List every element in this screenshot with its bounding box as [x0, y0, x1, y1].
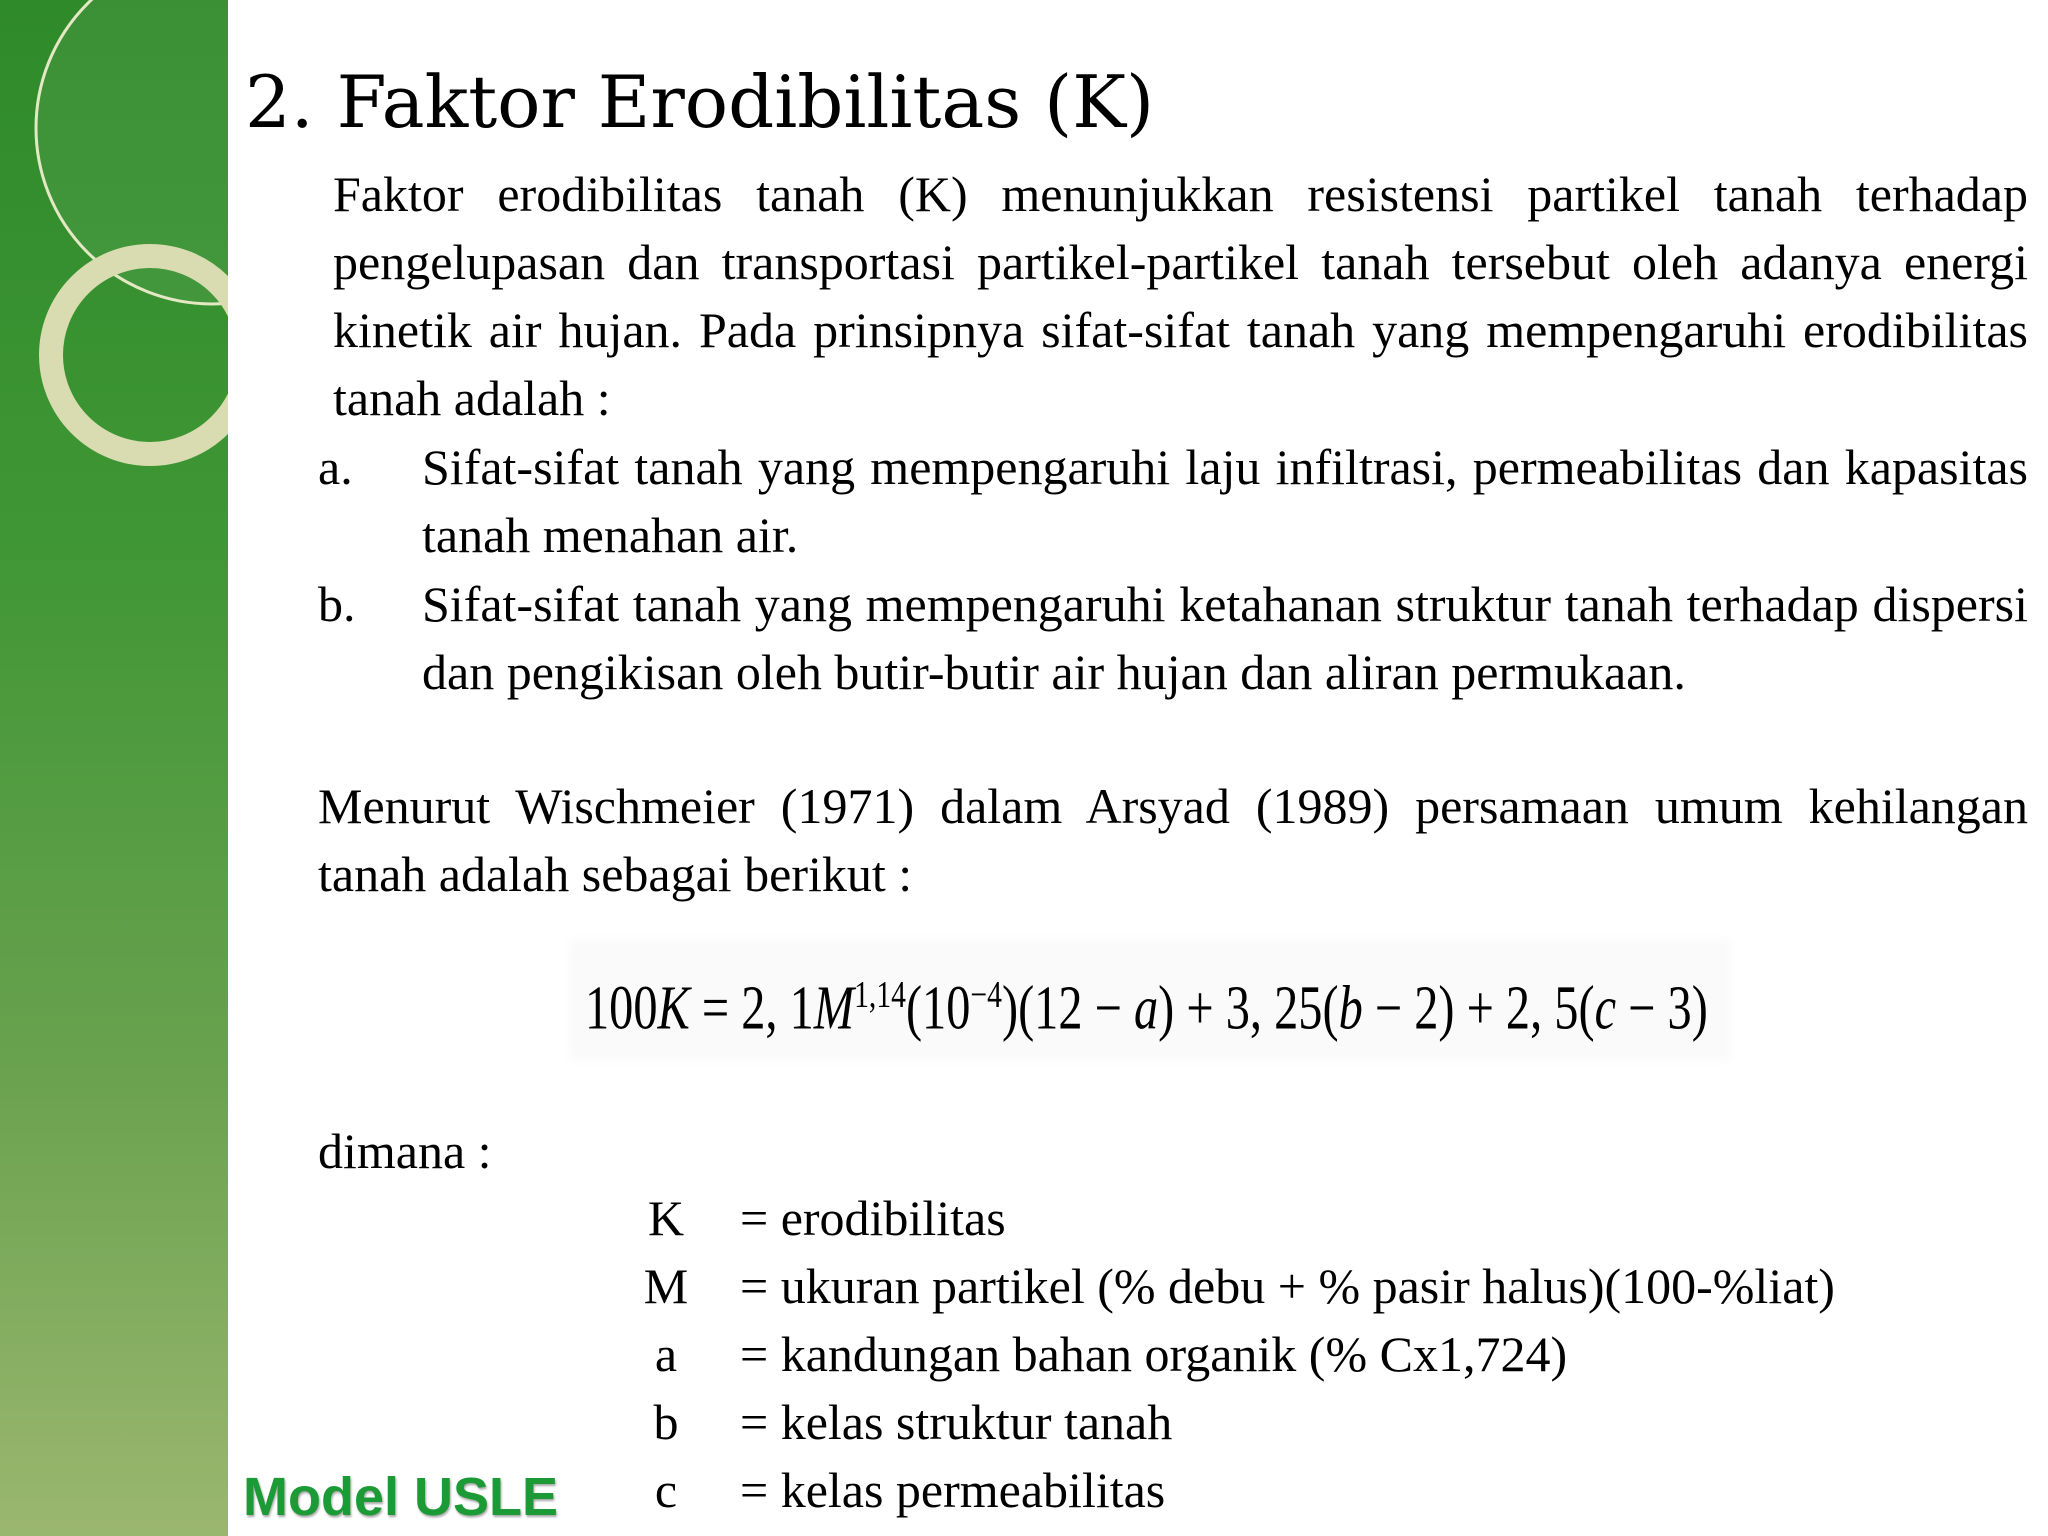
- list-item-text: Sifat-sifat tanah yang mempengaruhi ketahanan struktur tanah terhadap dispersi dan pengikisan oleh butir-butir air hujan dan aliran permukaan.: [422, 576, 2028, 700]
- equation-part: − 3): [1616, 974, 1708, 1043]
- equation-var-m: M: [813, 974, 855, 1043]
- footer-label: Model USLE: [243, 1467, 559, 1527]
- equation-exponent-ten: −4: [970, 974, 1002, 1016]
- equation-exponent-m: 1,14: [854, 974, 906, 1016]
- list-item-text: Sifat-sifat tanah yang mempengaruhi laju infiltrasi, permeabilitas dan kapasitas tanah menahan air.: [422, 439, 2028, 563]
- equation-var-a: a: [1133, 974, 1159, 1043]
- list-marker: b.: [318, 576, 356, 632]
- slide-title: 2. Faktor Erodibilitas (K): [245, 60, 1155, 144]
- equation-part: ) + 3, 25(: [1158, 974, 1339, 1043]
- definition-symbol: c: [654, 1462, 678, 1518]
- definition-symbol: b: [653, 1394, 679, 1450]
- equation-var-b: b: [1338, 974, 1363, 1043]
- usle-k-equation: [585, 950, 1708, 1054]
- decorative-rings: [0, 0, 228, 1536]
- definition-text: = erodibilitas: [740, 1190, 1006, 1246]
- equation-part: )(12 −: [1001, 974, 1134, 1043]
- equation-var-c: c: [1594, 974, 1617, 1043]
- definition-text: = ukuran partikel (% debu + % pasir halus)(100-%liat): [740, 1258, 1835, 1314]
- definition-text: = kelas permeabilitas: [740, 1462, 1166, 1518]
- dimana-label: dimana :: [318, 1123, 492, 1179]
- equation-var-k: K: [657, 974, 690, 1043]
- list-marker: a.: [318, 439, 353, 495]
- definition-symbol: K: [647, 1190, 685, 1246]
- equation-lhs-number: 100: [585, 974, 658, 1043]
- decorative-sidebar: [0, 0, 228, 1536]
- equation-intro-paragraph: Menurut Wischmeier (1971) dalam Arsyad (1989) persamaan umum kehilangan tanah adalah sebagai berikut :: [318, 778, 2028, 902]
- definition-symbol: M: [643, 1258, 689, 1314]
- equation-part: − 2) + 2, 5(: [1362, 974, 1595, 1043]
- definition-text: = kandungan bahan organik (% Cx1,724): [740, 1326, 1568, 1382]
- equation-part: = 2, 1: [689, 974, 814, 1043]
- list-item-a: [318, 433, 2028, 569]
- intro-paragraph: Faktor erodibilitas tanah (K) menunjukkan resistensi partikel tanah terhadap pengelupasan dan transportasi partikel-partikel tanah tersebut oleh adanya energi kinetik air hujan. Pada prinsipnya sifat-sifat tanah yang mempengaruhi erodibilitas tanah adalah :: [333, 166, 2028, 426]
- list-item-b: [318, 570, 2028, 706]
- equation-part: (10: [905, 974, 971, 1043]
- definition-text: = kelas struktur tanah: [740, 1394, 1173, 1450]
- definition-symbol: a: [654, 1326, 678, 1382]
